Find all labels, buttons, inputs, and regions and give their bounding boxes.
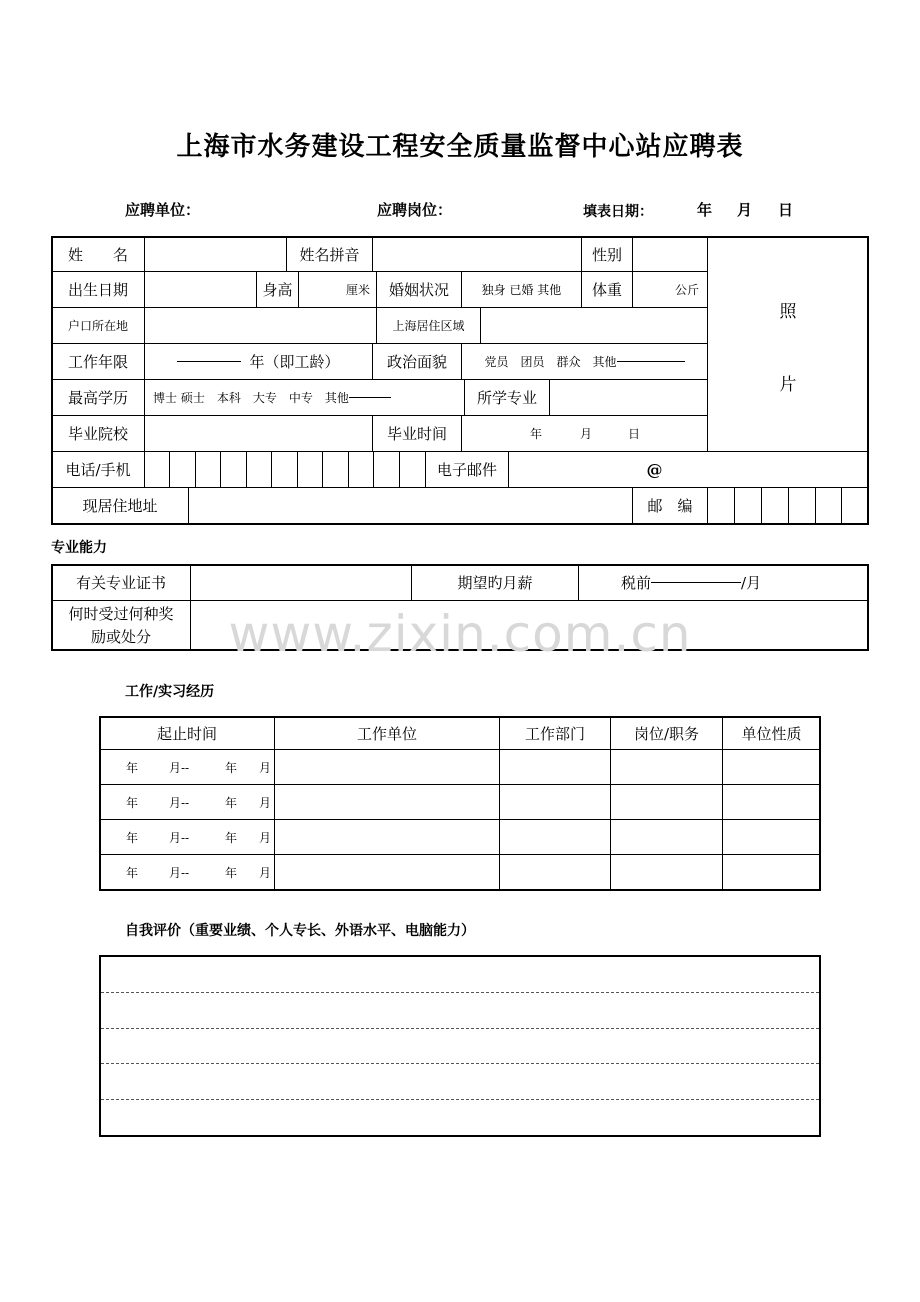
address-field[interactable] — [189, 488, 631, 523]
apply-unit-label: 应聘单位： — [125, 201, 201, 219]
fill-date-month: 月 — [737, 201, 753, 219]
email-field[interactable] — [509, 451, 868, 487]
work-header-company: 工作单位 — [356, 724, 417, 743]
work-years-field[interactable] — [145, 343, 372, 379]
political-options[interactable] — [462, 343, 707, 379]
photo-label-1: 照 — [779, 301, 797, 322]
work-row-2-end-year[interactable]: 年 — [224, 795, 237, 810]
weight-label: 体重 — [591, 280, 622, 299]
work-row-4-start-year[interactable]: 年 — [125, 865, 138, 880]
work-section-title: 工作/实习经历 — [125, 684, 215, 700]
education-options-text: 博士 硕士 本科 大专 中专 其他 — [153, 390, 349, 405]
grad-month[interactable]: 月 — [579, 426, 592, 441]
fill-date-day: 日 — [778, 201, 794, 219]
weight-unit[interactable]: 公斤 — [674, 282, 699, 297]
work-row-2-start-month[interactable]: 月-- — [168, 795, 190, 810]
awards-label-line1: 何时受过何种奖 — [68, 604, 174, 623]
address-label: 现居住地址 — [82, 497, 158, 515]
gender-field[interactable] — [633, 238, 706, 270]
major-label: 所学专业 — [476, 388, 537, 407]
salary-prefix: 税前 — [621, 574, 652, 592]
photo-label-2: 片 — [779, 374, 797, 395]
marital-label: 婚姻状况 — [388, 280, 449, 299]
self-eval-section-title: 自我评价（重要业绩、个人专长、外语水平、电脑能力） — [125, 923, 475, 939]
gender-label: 性别 — [591, 245, 622, 264]
name-field[interactable] — [145, 238, 285, 270]
education-label: 最高学历 — [67, 388, 128, 407]
work-years-suffix: 年（即工龄） — [249, 352, 340, 371]
phone-digit-boxes[interactable] — [145, 452, 424, 486]
work-row-4-end-year[interactable]: 年 — [224, 865, 237, 880]
photo-box[interactable] — [708, 237, 868, 451]
work-row-3-start-month[interactable]: 月-- — [168, 830, 190, 845]
email-label: 电子邮件 — [436, 460, 497, 479]
marital-options[interactable]: 独身 已婚 其他 — [481, 282, 562, 297]
shanghai-area-label: 上海居住区域 — [392, 318, 465, 333]
salary-field[interactable] — [579, 565, 868, 600]
birth-date-label: 出生日期 — [67, 280, 128, 299]
fill-date-label: 填表日期： — [583, 204, 653, 220]
work-row-3-start-year[interactable]: 年 — [125, 830, 138, 845]
work-years-label: 工作年限 — [67, 352, 128, 371]
work-header-nature: 单位性质 — [741, 724, 802, 743]
school-field[interactable] — [145, 416, 371, 450]
shanghai-area-field[interactable] — [481, 308, 706, 342]
major-field[interactable] — [550, 380, 706, 414]
cert-field[interactable] — [191, 566, 410, 599]
salary-suffix: /月 — [741, 574, 762, 592]
political-options-text: 党员 团员 群众 其他 — [484, 354, 617, 369]
hukou-field[interactable] — [145, 308, 375, 342]
work-row-1-start-year[interactable]: 年 — [125, 760, 138, 775]
work-row-4-start-month[interactable]: 月-- — [168, 865, 190, 880]
email-at-sign: @ — [646, 459, 663, 479]
height-label: 身高 — [262, 280, 293, 299]
apply-post-label: 应聘岗位： — [377, 201, 453, 219]
education-options[interactable] — [145, 379, 464, 415]
cert-label: 有关专业证书 — [75, 574, 166, 592]
work-row-4-end-month[interactable]: 月 — [258, 865, 271, 880]
postcode-label: 邮 编 — [647, 497, 693, 515]
phone-label: 电话/手机 — [65, 460, 131, 479]
work-header-position: 岗位/职务 — [633, 724, 700, 743]
work-row-3-end-year[interactable]: 年 — [224, 830, 237, 845]
fill-date-year: 年 — [697, 201, 713, 219]
awards-label-line2: 励或处分 — [90, 627, 151, 646]
ability-section-title: 专业能力 — [51, 540, 107, 556]
work-row-1-start-month[interactable]: 月-- — [168, 760, 190, 775]
salary-label: 期望旳月薪 — [457, 574, 533, 592]
hukou-label: 户口所在地 — [67, 318, 128, 333]
watermark-text: www.zixin.com.cn — [228, 605, 692, 663]
page-title: 上海市水务建设工程安全质量监督中心站应聘表 — [176, 132, 744, 162]
birth-date-field[interactable] — [145, 272, 255, 306]
grad-year[interactable]: 年 — [529, 426, 542, 441]
work-row-1-end-month[interactable]: 月 — [258, 760, 271, 775]
work-header-department: 工作部门 — [524, 724, 585, 743]
school-label: 毕业院校 — [67, 424, 128, 443]
height-unit[interactable]: 厘米 — [345, 282, 370, 297]
pinyin-label: 姓名拼音 — [299, 245, 360, 264]
political-label: 政治面貌 — [386, 352, 447, 371]
grad-time-label: 毕业时间 — [386, 424, 447, 443]
name-label: 姓 名 — [67, 245, 128, 264]
work-row-3-end-month[interactable]: 月 — [258, 830, 271, 845]
work-header-period: 起止时间 — [156, 724, 217, 743]
self-eval-box[interactable] — [99, 955, 821, 1137]
grad-day[interactable]: 日 — [627, 426, 640, 441]
postcode-digit-boxes[interactable] — [708, 488, 867, 523]
work-row-2-end-month[interactable]: 月 — [258, 795, 271, 810]
work-row-2-start-year[interactable]: 年 — [125, 795, 138, 810]
pinyin-field[interactable] — [373, 238, 580, 270]
work-row-1-end-year[interactable]: 年 — [224, 760, 237, 775]
